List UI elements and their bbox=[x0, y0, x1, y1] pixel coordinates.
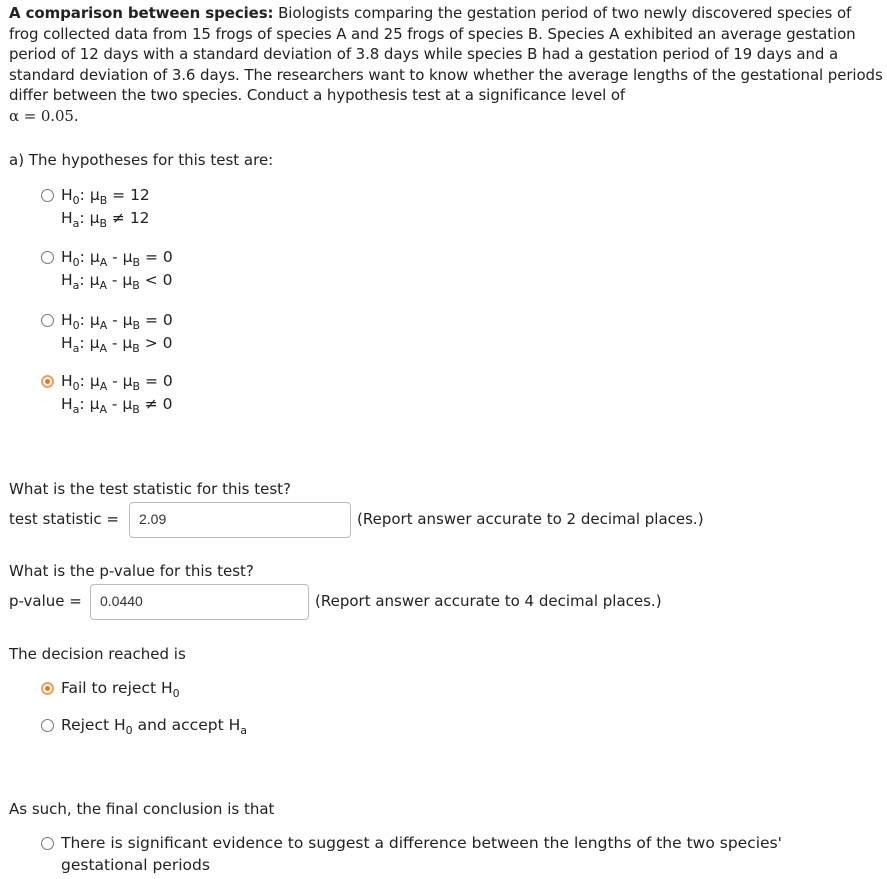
symbol: μ bbox=[122, 248, 133, 266]
text-segment: and accept bbox=[132, 716, 229, 734]
subscript: B bbox=[132, 279, 140, 292]
radio-button[interactable] bbox=[41, 375, 54, 388]
symbol: μ bbox=[89, 372, 100, 390]
p-value-question: What is the p-value for this test? bbox=[9, 562, 254, 580]
subscript: B bbox=[132, 403, 140, 416]
alternative-hypothesis bbox=[61, 395, 173, 416]
problem-text: Biologists comparing the gestation period of two newly discovered species of frog collected data from 15 frogs of species A and 25 frogs of species B. Species A exhibited an average gestation period of 12 days with a standard deviation of 3.8 days while species B had a gestation period of 19 days and a standard deviation of 3.6 days. The researchers want to know whether the average lengths of the gestational periods differ between the two species. Conduct a hypothesis test at a significance level of bbox=[9, 4, 883, 105]
symbol: μ bbox=[89, 311, 100, 329]
symbol: μ bbox=[122, 334, 133, 352]
subscript: A bbox=[99, 342, 107, 355]
text-segment: - bbox=[107, 248, 123, 266]
radio-button[interactable] bbox=[41, 682, 54, 695]
period: . bbox=[73, 106, 79, 125]
symbol: H bbox=[61, 372, 73, 390]
text-segment: - bbox=[107, 372, 123, 390]
problem-title: A comparison between species: bbox=[9, 4, 274, 22]
text-segment: = 0 bbox=[140, 248, 173, 266]
subscript: B bbox=[99, 217, 107, 230]
text-segment: < 0 bbox=[139, 271, 173, 289]
decision-option-label bbox=[61, 716, 247, 737]
symbol: H bbox=[160, 679, 173, 697]
subscript: B bbox=[132, 256, 141, 269]
text-segment: = 0 bbox=[140, 311, 173, 329]
symbol: μ bbox=[122, 311, 133, 329]
subscript: 0 bbox=[125, 724, 133, 737]
text-segment: - bbox=[106, 271, 123, 289]
test-statistic-question: What is the test statistic for this test? bbox=[9, 480, 292, 498]
symbol: H bbox=[61, 395, 73, 413]
null-hypothesis bbox=[61, 311, 173, 332]
subscript: a bbox=[72, 279, 80, 292]
text-segment: : bbox=[79, 248, 90, 266]
subscript: a bbox=[72, 403, 80, 416]
subscript: A bbox=[99, 319, 108, 332]
text-segment: ≠ 0 bbox=[139, 395, 173, 413]
symbol: μ bbox=[122, 372, 133, 390]
null-hypothesis bbox=[61, 372, 173, 393]
text-segment: = 0 bbox=[140, 372, 173, 390]
text-segment: : bbox=[79, 209, 90, 227]
decision-option-label bbox=[61, 679, 180, 700]
symbol: H bbox=[61, 186, 73, 204]
text-segment: Fail to reject bbox=[61, 679, 161, 697]
symbol: μ bbox=[89, 186, 100, 204]
text-segment: : bbox=[79, 372, 90, 390]
symbol: μ bbox=[89, 395, 100, 413]
symbol: H bbox=[228, 716, 241, 734]
subscript: B bbox=[132, 380, 141, 393]
text-segment: > 0 bbox=[139, 334, 173, 352]
p-value-note: (Report answer accurate to 4 decimal places.) bbox=[315, 592, 662, 610]
radio-button[interactable] bbox=[41, 837, 54, 850]
subscript: 0 bbox=[72, 380, 80, 393]
radio-button[interactable] bbox=[41, 251, 54, 264]
subscript: A bbox=[99, 279, 107, 292]
alternative-hypothesis bbox=[61, 334, 173, 355]
significance-level: α = 0.05 bbox=[9, 106, 74, 125]
text-segment: : bbox=[79, 311, 90, 329]
text-segment: = 12 bbox=[107, 186, 150, 204]
subscript: 0 bbox=[72, 256, 80, 269]
symbol: H bbox=[61, 334, 73, 352]
symbol: μ bbox=[122, 395, 133, 413]
subscript: a bbox=[240, 724, 247, 737]
symbol: H bbox=[113, 716, 126, 734]
text-segment: - bbox=[106, 334, 123, 352]
conclusion-option-line2: gestational periods bbox=[61, 856, 210, 874]
text-segment: Reject bbox=[61, 716, 114, 734]
subscript: B bbox=[132, 342, 140, 355]
text-segment: : bbox=[79, 186, 90, 204]
symbol: H bbox=[61, 311, 73, 329]
text-segment: : bbox=[79, 271, 90, 289]
subscript: a bbox=[72, 217, 80, 230]
radio-button[interactable] bbox=[41, 719, 54, 732]
radio-button[interactable] bbox=[41, 314, 54, 327]
subscript: B bbox=[99, 194, 108, 207]
symbol: H bbox=[61, 209, 73, 227]
text-segment: : bbox=[79, 334, 90, 352]
symbol: μ bbox=[89, 271, 100, 289]
subscript: 0 bbox=[172, 687, 180, 700]
subscript: 0 bbox=[72, 319, 80, 332]
alternative-hypothesis bbox=[61, 209, 150, 230]
symbol: μ bbox=[89, 248, 100, 266]
subscript: A bbox=[99, 256, 108, 269]
symbol: μ bbox=[89, 209, 100, 227]
alternative-hypothesis bbox=[61, 271, 173, 292]
null-hypothesis bbox=[61, 186, 150, 207]
conclusion-option-line1: There is significant evidence to suggest a difference between the lengths of the two species' bbox=[61, 834, 782, 852]
text-segment: : bbox=[79, 395, 90, 413]
p-value-input[interactable]: 0.0440 bbox=[90, 584, 309, 620]
test-statistic-note: (Report answer accurate to 2 decimal places.) bbox=[357, 510, 704, 528]
part-a-label: a) The hypotheses for this test are: bbox=[9, 151, 274, 169]
decision-label: The decision reached is bbox=[9, 645, 186, 663]
subscript: a bbox=[72, 342, 80, 355]
symbol: μ bbox=[122, 271, 133, 289]
symbol: μ bbox=[89, 334, 100, 352]
p-value-label: p-value = bbox=[9, 592, 82, 610]
conclusion-label: As such, the final conclusion is that bbox=[9, 800, 275, 818]
text-segment: ≠ 12 bbox=[106, 209, 150, 227]
null-hypothesis bbox=[61, 248, 173, 269]
subscript: 0 bbox=[72, 194, 80, 207]
test-statistic-input[interactable]: 2.09 bbox=[129, 502, 351, 538]
subscript: A bbox=[99, 380, 108, 393]
symbol: H bbox=[61, 271, 73, 289]
subscript: A bbox=[99, 403, 107, 416]
text-segment: - bbox=[107, 311, 123, 329]
problem-statement bbox=[9, 3, 884, 127]
subscript: B bbox=[132, 319, 141, 332]
text-segment: - bbox=[106, 395, 123, 413]
test-statistic-label: test statistic = bbox=[9, 510, 119, 528]
symbol: H bbox=[61, 248, 73, 266]
radio-button[interactable] bbox=[41, 189, 54, 202]
